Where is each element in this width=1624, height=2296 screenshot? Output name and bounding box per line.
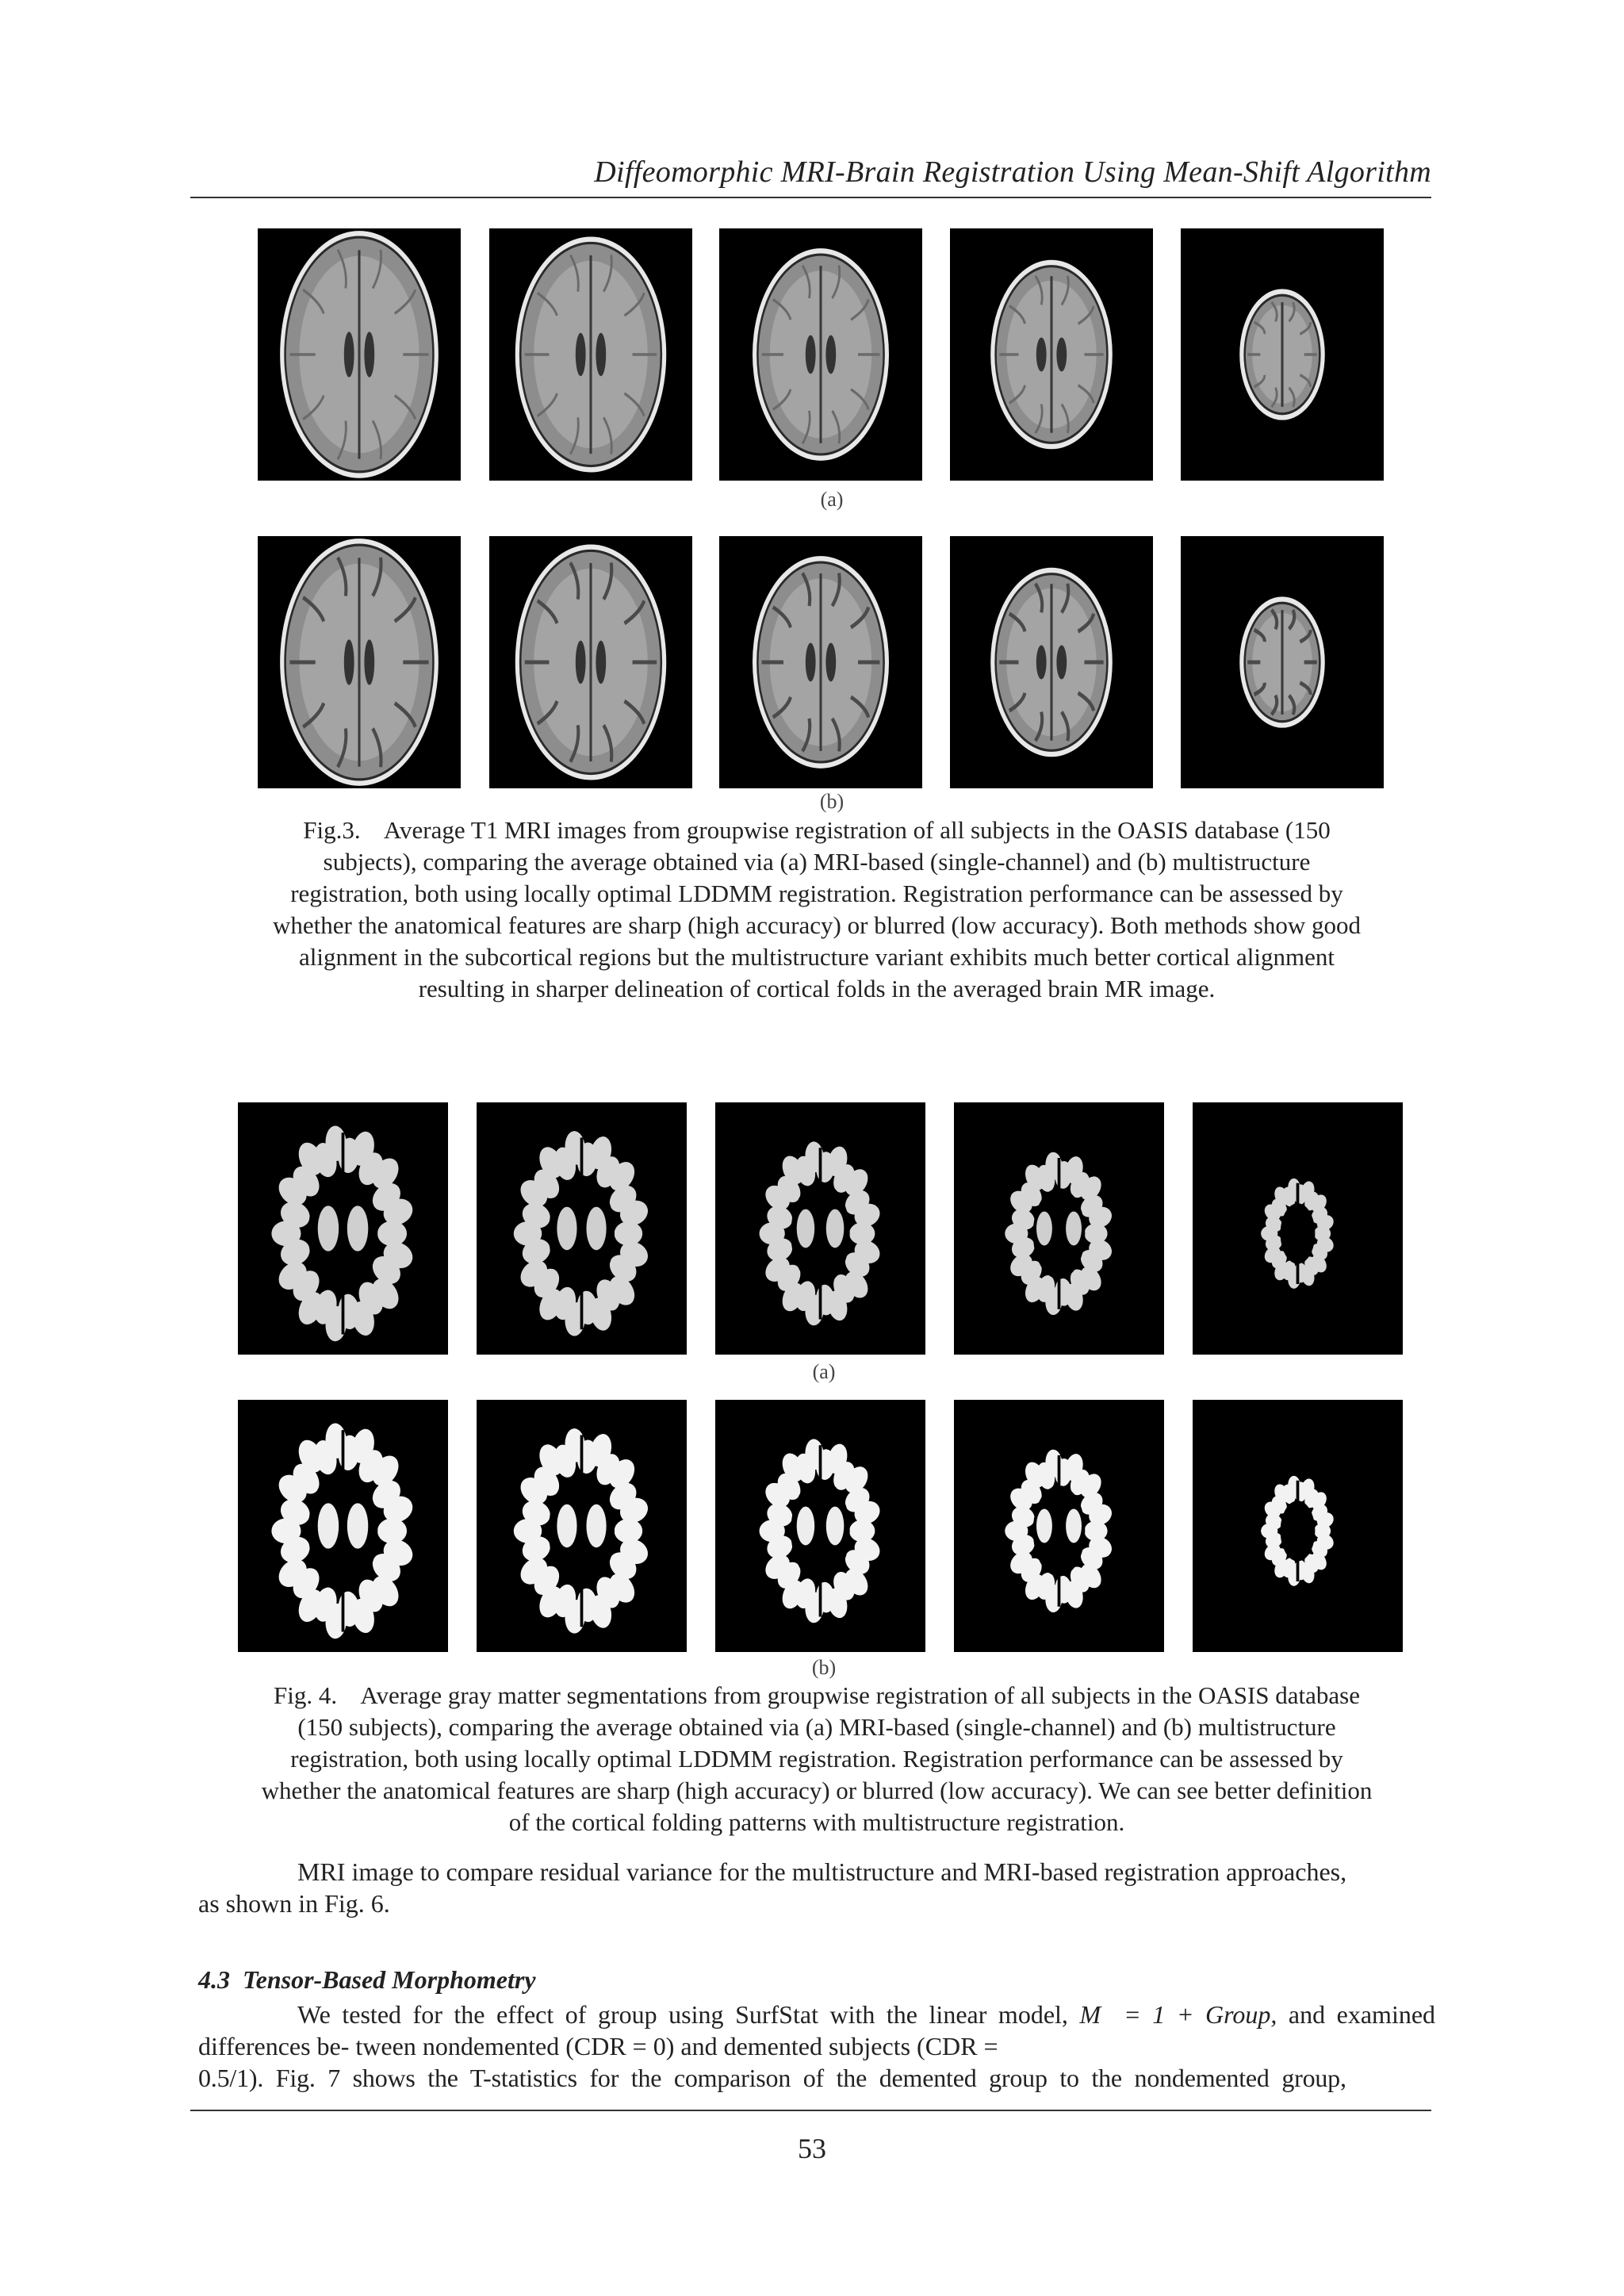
brain-slice-image	[1193, 1400, 1403, 1652]
figure-3-label-a: (a)	[820, 488, 844, 511]
body-line	[198, 1999, 1435, 2030]
brain-slice-image	[477, 1102, 687, 1355]
brain-slice-graphic	[715, 1400, 925, 1652]
brain-slice-image	[954, 1400, 1164, 1652]
body-line: differences be- tween nondemented (CDR = 0) and demented subjects (CDR =	[198, 2032, 998, 2060]
figure-4-caption	[198, 1680, 1435, 1838]
brain-slice-image	[715, 1400, 925, 1652]
caption-line: whether the anatomical features are sharp (high accuracy) or blurred (low accuracy). We can see better definition	[261, 1777, 1373, 1804]
brain-slice-image	[950, 536, 1153, 788]
math-expression: M = 1 + Group,	[1079, 2000, 1277, 2029]
body-paragraph-1	[198, 1856, 1435, 1919]
brain-slice-graphic	[1181, 536, 1384, 788]
body-text: and examined	[1288, 2000, 1436, 2029]
caption-line: Fig.3. Average T1 MRI images from groupwise registration of all subjects in the OASIS database (150	[303, 816, 1331, 844]
figure-4-label-a: (a)	[812, 1360, 836, 1383]
caption-line: registration, both using locally optimal LDDMM registration. Registration performance can be assessed by	[290, 1745, 1343, 1773]
body-line: 0.5/1). Fig. 7 shows the T-statistics for the comparison of the demented group to the nondemented group,	[198, 2064, 1346, 2092]
brain-slice-graphic	[258, 228, 461, 481]
brain-slice-image	[258, 228, 461, 481]
brain-slice-graphic	[477, 1400, 687, 1652]
page-number: 53	[798, 2133, 826, 2164]
brain-slice-graphic	[950, 228, 1153, 481]
brain-slice-image	[238, 1102, 448, 1355]
brain-slice-image	[719, 228, 922, 481]
brain-slice-image	[954, 1102, 1164, 1355]
brain-slice-image	[477, 1400, 687, 1652]
figure-3-caption	[198, 815, 1435, 1005]
brain-slice-graphic	[954, 1400, 1164, 1652]
header-rule	[190, 197, 1431, 198]
body-paragraph-2	[198, 1999, 1435, 2094]
caption-line: subjects), comparing the average obtained via (a) MRI-based (single-channel) and (b) multistructure	[323, 848, 1311, 876]
brain-slice-graphic	[719, 536, 922, 788]
figure-4-label-b: (b)	[811, 1656, 837, 1679]
footer-rule	[190, 2110, 1431, 2111]
brain-slice-image	[489, 228, 692, 481]
section-heading	[198, 1965, 536, 1995]
body-line: as shown in Fig. 6.	[198, 1889, 390, 1918]
body-text: We tested for the effect of group using SurfStat with the linear model,	[297, 2000, 1068, 2029]
brain-slice-image	[719, 536, 922, 788]
brain-slice-image	[238, 1400, 448, 1652]
brain-slice-image	[258, 536, 461, 788]
brain-slice-graphic	[1193, 1400, 1403, 1652]
figure-3-label-b: (b)	[819, 790, 845, 813]
caption-line: whether the anatomical features are sharp (high accuracy) or blurred (low accuracy). Both methods show good	[272, 911, 1362, 939]
brain-slice-image	[950, 228, 1153, 481]
brain-slice-graphic	[719, 228, 922, 481]
caption-line: of the cortical folding patterns with multistructure registration.	[508, 1808, 1125, 1836]
brain-slice-image	[1181, 228, 1384, 481]
caption-line: (150 subjects), comparing the average obtained via (a) MRI-based (single-channel) and (b) multistructure	[297, 1713, 1336, 1741]
brain-slice-image	[489, 536, 692, 788]
section-title: Tensor-Based Morphometry	[243, 1965, 536, 1994]
brain-slice-image	[1181, 536, 1384, 788]
caption-line: registration, both using locally optimal LDDMM registration. Registration performance can be assessed by	[290, 880, 1343, 907]
brain-slice-graphic	[489, 536, 692, 788]
caption-line: resulting in sharper delineation of cortical folds in the averaged brain MR image.	[418, 975, 1216, 1002]
brain-slice-graphic	[477, 1102, 687, 1355]
brain-slice-image	[1193, 1102, 1403, 1355]
caption-line: alignment in the subcortical regions but the multistructure variant exhibits much better cortical alignment	[299, 943, 1335, 971]
brain-slice-image	[715, 1102, 925, 1355]
caption-line: Fig. 4. Average gray matter segmentations from groupwise registration of all subjects in the OASIS database	[274, 1681, 1360, 1709]
brain-slice-graphic	[1193, 1102, 1403, 1355]
brain-slice-graphic	[489, 228, 692, 481]
brain-slice-graphic	[954, 1102, 1164, 1355]
brain-slice-graphic	[950, 536, 1153, 788]
brain-slice-graphic	[238, 1102, 448, 1355]
brain-slice-graphic	[1181, 228, 1384, 481]
brain-slice-graphic	[258, 536, 461, 788]
body-line: MRI image to compare residual variance for the multistructure and MRI-based registration approaches,	[297, 1857, 1347, 1886]
section-number: 4.3	[198, 1965, 230, 1994]
running-header: Diffeomorphic MRI-Brain Registration Using Mean-Shift Algorithm	[594, 155, 1431, 189]
brain-slice-graphic	[238, 1400, 448, 1652]
brain-slice-graphic	[715, 1102, 925, 1355]
